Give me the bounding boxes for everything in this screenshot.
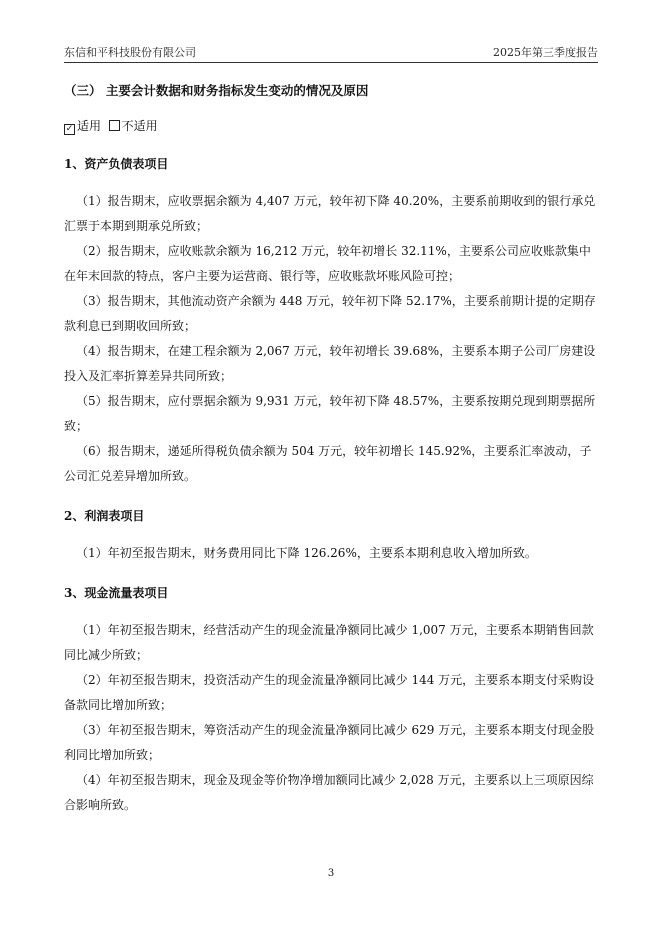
cash-flow-item-3: （3）年初至报告期末，筹资活动产生的现金流量净额同比减少 629 万元，主要系本期支付现金股利同比增加所致；: [64, 723, 595, 762]
cash-flow-item-1: （1）年初至报告期末，经营活动产生的现金流量净额同比减少 1,007 万元，主要系本期销售回款同比减少所致；: [64, 623, 594, 662]
balance-item-1: （1）报告期末，应收票据余额为 4,407 万元，较年初下降 40.20%，主要系前期收到的银行承兑汇票于本期到期承兑所致；: [64, 194, 596, 233]
balance-item-3: （3）报告期末，其他流动资产余额为 448 万元，较年初下降 52.17%，主要系前期计提的定期存款利息已到期收回所致；: [64, 294, 596, 333]
section-title: （三） 主要会计数据和财务指标发生变动的情况及原因: [64, 83, 369, 98]
applicability-options: [64, 117, 598, 137]
cash-flow-heading: 3、现金流量表项目: [64, 586, 169, 600]
income-statement-heading: 2、利润表项目: [64, 509, 145, 523]
report-title: 2025年第三季度报告: [493, 46, 598, 59]
balance-item-5: （5）报告期末，应付票据余额为 9,931 万元，较年初下降 48.57%，主要系按期兑现到期票据所致；: [64, 394, 596, 433]
page-number: 3: [327, 868, 335, 879]
income-item-1: （1）年初至报告期末，财务费用同比下降 126.26%，主要系本期利息收入增加所致。: [76, 546, 537, 560]
company-name: 东信和平科技股份有限公司: [64, 46, 196, 59]
cash-flow-item-4: （4）年初至报告期末，现金及现金等价物净增加额同比减少 2,028 万元，主要系以上三项原因综合影响所致。: [64, 773, 594, 812]
balance-item-4: （4）报告期末，在建工程余额为 2,067 万元，较年初增长 39.68%，主要系本期子公司厂房建设投入及汇率折算差异共同所致；: [64, 344, 596, 383]
document-body: [64, 76, 598, 818]
balance-item-6: （6）报告期末，递延所得税负债余额为 504 万元，较年初增长 145.92%，主要系汇率波动，子公司汇兑差异增加所致。: [64, 444, 592, 483]
cash-flow-items: [64, 618, 598, 818]
header-rule: [64, 62, 598, 63]
applicable-label: 适用: [77, 119, 102, 133]
page-header: [64, 44, 598, 60]
balance-sheet-heading: 1、资产负债表项目: [64, 157, 169, 171]
cash-flow-item-2: （2）年初至报告期末，投资活动产生的现金流量净额同比减少 144 万元，主要系本期支付采购设备款同比增加所致；: [64, 673, 595, 712]
balance-sheet-items: [64, 189, 598, 489]
income-statement-items: [64, 541, 598, 566]
unchecked-box-icon: [109, 120, 120, 131]
checked-box-icon: ✓: [65, 124, 74, 134]
balance-item-2: （2）报告期末，应收账款余额为 16,212 万元，较年初增长 32.11%，主要系公司应收账款集中在年末回款的特点，客户主要为运营商、银行等，应收账款坏账风险可控；: [64, 244, 591, 283]
not-applicable-label: 不适用: [121, 119, 158, 133]
